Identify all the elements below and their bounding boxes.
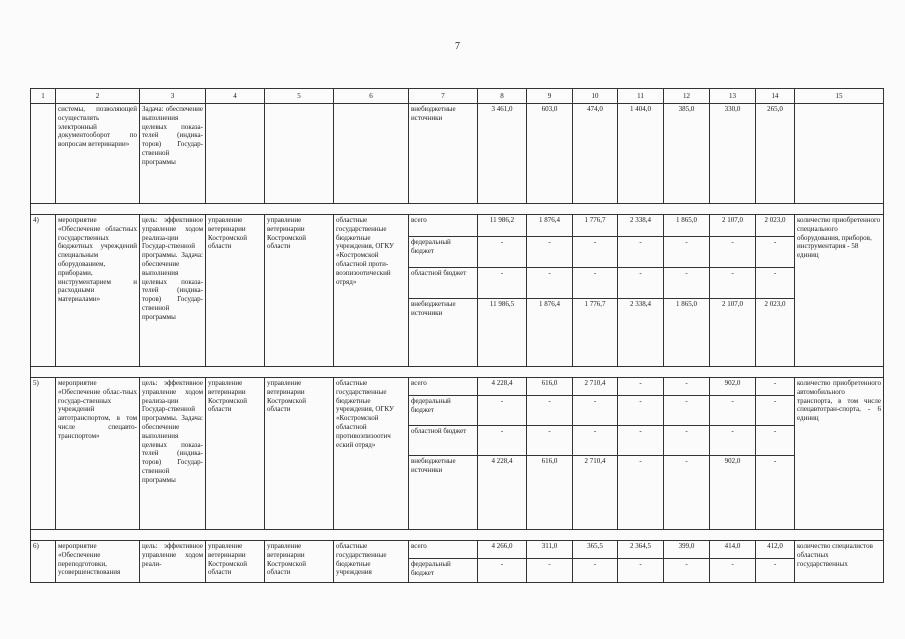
value-cell: 4 228,4 [478, 378, 527, 396]
column-number: 2 [56, 89, 140, 104]
column-number: 15 [795, 89, 884, 104]
column-number: 9 [527, 89, 573, 104]
value-cell: 311,0 [527, 541, 573, 559]
value-cell: 412,0 [756, 541, 795, 559]
funding-source: внебюджетные источники [409, 299, 478, 367]
value-cell: - [756, 378, 795, 396]
value-cell: 1 404,0 [618, 104, 664, 204]
value-cell: 3 461,0 [478, 104, 527, 204]
value-cell: - [573, 396, 618, 426]
result-indicator: количество приобретенного специального оборудования, приборов, инструментария - 58 единиц [795, 215, 884, 367]
co-executor: управление ветеринарии Костромской области [265, 215, 334, 367]
measure-name: мероприятие «Обеспечение облас-тных государ-ственных учреждений автотранспортом, в том числе спецавто-транспортом» [56, 378, 140, 530]
column-number: 8 [478, 89, 527, 104]
value-cell: - [573, 237, 618, 268]
column-number: 10 [573, 89, 618, 104]
co-executor: управление ветеринарии Костромской области [265, 541, 334, 583]
column-number: 6 [334, 89, 409, 104]
value-cell: - [618, 559, 664, 583]
value-cell: 1 865,0 [664, 299, 710, 367]
value-cell: - [710, 268, 756, 299]
column-number: 11 [618, 89, 664, 104]
value-cell: - [618, 456, 664, 530]
value-cell: 2 023,0 [756, 299, 795, 367]
value-cell: 902,0 [710, 456, 756, 530]
value-cell: - [527, 396, 573, 426]
value-cell: - [478, 268, 527, 299]
value-cell: - [573, 559, 618, 583]
value-cell: 1 876,4 [527, 299, 573, 367]
row-number: 6) [31, 541, 56, 583]
funding-source: всего [409, 215, 478, 237]
value-cell: - [664, 426, 710, 456]
responsible-executor: управление ветеринарии Костромской области [206, 541, 265, 583]
row-number: 5) [31, 378, 56, 530]
column-number: 12 [664, 89, 710, 104]
value-cell: - [478, 559, 527, 583]
row-number: 4) [31, 215, 56, 367]
value-cell: - [527, 559, 573, 583]
value-cell: 2 364,5 [618, 541, 664, 559]
funding-source: областной бюджет [409, 426, 478, 456]
value-cell: - [478, 396, 527, 426]
value-cell: 11 986,5 [478, 299, 527, 367]
funding-source: всего [409, 541, 478, 559]
measure-name: мероприятие «Обеспечение областных государственных бюджетных учреждений специальным оборудованием, приборами, инструментарием и расходными материалами» [56, 215, 140, 367]
goal-text: цель: эффективное управление ходом реализа-ции Государ-ственной программы. Задача: обеспечение выполнения целевых показа-телей (индика-торов) Государ-ственной программы [140, 378, 206, 530]
page-number: 7 [455, 41, 460, 52]
value-cell: 365,5 [573, 541, 618, 559]
value-cell: 2 023,0 [756, 215, 795, 237]
value-cell: - [527, 426, 573, 456]
value-cell: 414,0 [710, 541, 756, 559]
budget-table [30, 88, 884, 583]
value-cell: - [756, 456, 795, 530]
table-row [31, 215, 884, 237]
value-cell: 2 107,0 [710, 215, 756, 237]
table-row [31, 104, 884, 204]
funding-source: федеральный бюджет [409, 559, 478, 583]
goal-text: цель: эффективное управление ходом реали- [140, 541, 206, 583]
value-cell: 616,0 [527, 456, 573, 530]
value-cell: - [618, 426, 664, 456]
column-number-row [31, 89, 884, 104]
column-number: 1 [31, 89, 56, 104]
value-cell: - [710, 237, 756, 268]
funding-source: всего [409, 378, 478, 396]
measure-name: мероприятие «Обеспечение переподготовки, усовершенствования [56, 541, 140, 583]
column-number: 5 [265, 89, 334, 104]
value-cell: - [756, 426, 795, 456]
value-cell: 11 986,2 [478, 215, 527, 237]
value-cell: - [710, 426, 756, 456]
value-cell: - [573, 268, 618, 299]
value-cell: - [664, 378, 710, 396]
value-cell: 616,0 [527, 378, 573, 396]
goal-text: цель: эффективное управление ходом реализа-ции Государ-ственной программы. Задача: обеспечение выполнения целевых показа-телей (индика-торов) Государ-ственной программы [140, 215, 206, 367]
value-cell: 1 865,0 [664, 215, 710, 237]
responsible-executor: управление ветеринарии Костромской области [206, 378, 265, 530]
table-row [31, 541, 884, 559]
participants: областные государственные бюджетные учреждения [334, 541, 409, 583]
goal-text: Задача: обеспечение выполнения целевых показа-телей (индика-торов) Государ-ственной программы [140, 104, 206, 204]
value-cell: 265,0 [756, 104, 795, 204]
column-number: 4 [206, 89, 265, 104]
co-executor: управление ветеринарии Костромской области [265, 378, 334, 530]
value-cell: - [618, 268, 664, 299]
result-indicator: количество специалистов областных государственных [795, 541, 884, 583]
table-row [31, 378, 884, 396]
column-number: 3 [140, 89, 206, 104]
value-cell: - [664, 456, 710, 530]
value-cell: 4 266,0 [478, 541, 527, 559]
funding-source: областной бюджет [409, 268, 478, 299]
value-cell: - [664, 268, 710, 299]
value-cell: 2 107,0 [710, 299, 756, 367]
value-cell: 2 338,4 [618, 299, 664, 367]
value-cell: 902,0 [710, 378, 756, 396]
value-cell: - [618, 396, 664, 426]
value-cell: 2 338,4 [618, 215, 664, 237]
value-cell: - [710, 559, 756, 583]
participants: областные государственные бюджетные учреждения, ОГКУ «Костромской областной проти-воэпизоотический отряд» [334, 215, 409, 367]
responsible-executor: управление ветеринарии Костромской области [206, 215, 265, 367]
value-cell: - [664, 559, 710, 583]
column-number: 7 [409, 89, 478, 104]
funding-source: внебюджетные источники [409, 104, 478, 204]
value-cell: 603,0 [527, 104, 573, 204]
value-cell: - [664, 396, 710, 426]
value-cell: 385,0 [664, 104, 710, 204]
value-cell: - [618, 237, 664, 268]
value-cell: - [527, 268, 573, 299]
value-cell: 2 710,4 [573, 378, 618, 396]
funding-source: внебюджетные источники [409, 456, 478, 530]
value-cell: - [756, 559, 795, 583]
value-cell: - [527, 237, 573, 268]
value-cell: - [618, 378, 664, 396]
value-cell: 399,0 [664, 541, 710, 559]
value-cell: - [756, 268, 795, 299]
measure-name: системы, позволяющей осуществлять электронный документооборот по вопросам ветеринарии» [56, 104, 140, 204]
funding-source: федеральный бюджет [409, 396, 478, 426]
value-cell: - [756, 396, 795, 426]
value-cell: - [664, 237, 710, 268]
result-indicator: количество приобретенного автомобильного транспорта, в том числе спецавтотран-спорта, - 6 единиц [795, 378, 884, 530]
value-cell: 1 776,7 [573, 215, 618, 237]
value-cell: 2 710,4 [573, 456, 618, 530]
value-cell: - [710, 396, 756, 426]
participants: областные государственные бюджетные учреждения, ОГКУ «Костромской областной противоэпизоотич еский отряд» [334, 378, 409, 530]
value-cell: - [573, 426, 618, 456]
funding-source: федеральный бюджет [409, 237, 478, 268]
value-cell: 4 228,4 [478, 456, 527, 530]
value-cell: 474,0 [573, 104, 618, 204]
value-cell: 330,0 [710, 104, 756, 204]
value-cell: 1 776,7 [573, 299, 618, 367]
column-number: 14 [756, 89, 795, 104]
value-cell: 1 876,4 [527, 215, 573, 237]
value-cell: - [478, 237, 527, 268]
value-cell: - [478, 426, 527, 456]
value-cell: - [756, 237, 795, 268]
column-number: 13 [710, 89, 756, 104]
